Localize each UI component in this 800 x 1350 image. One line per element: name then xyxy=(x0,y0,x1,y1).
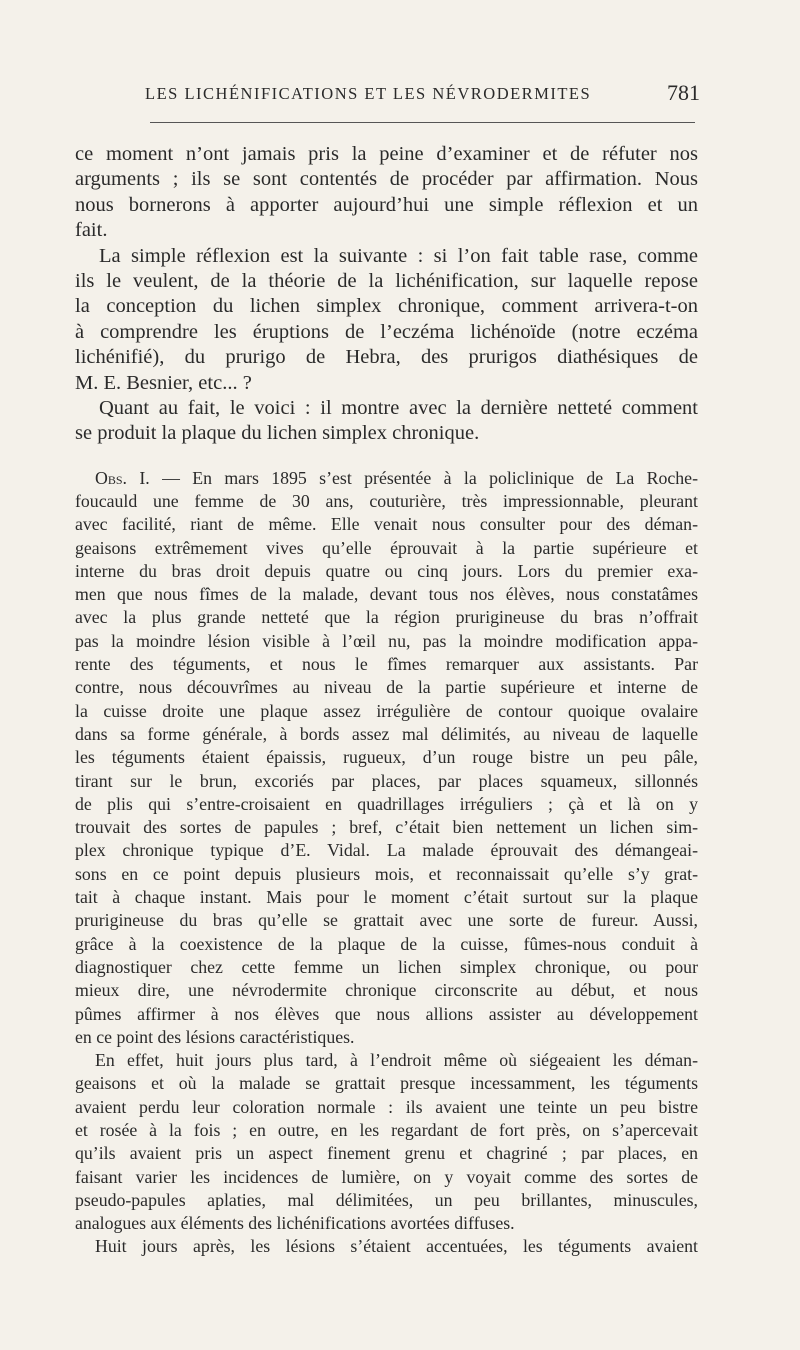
page-number: 781 xyxy=(667,80,700,105)
text-line: geaisons et où la malade se grattait presque incessamment, les téguments xyxy=(75,1073,698,1094)
text-line: dans sa forme générale, à bords assez mal délimités, au niveau de laquelle xyxy=(75,723,698,744)
observation-block xyxy=(75,467,698,1259)
text-line: geaisons extrêmement vives qu’elle éprouvait à la partie supérieure et xyxy=(75,537,698,558)
text-line: fait. xyxy=(75,219,108,242)
text-line: en ce point des lésions caractéristiques. xyxy=(75,1026,355,1047)
text-line: ils le veulent, de la théorie de la lichénification, sur laquelle repose xyxy=(75,269,698,292)
text-line: interne du bras droit depuis quatre ou cinq jours. Lors du premier exa- xyxy=(75,560,698,581)
text-line: se produit la plaque du lichen simplex chronique. xyxy=(75,422,480,445)
paragraph xyxy=(75,244,698,396)
text-line: nous bornerons à apporter aujourd’hui une simple réflexion et un xyxy=(75,193,698,216)
text-line: avec facilité, riant de même. Elle venait nous consulter pour des déman- xyxy=(75,514,698,535)
text-line: Huit jours après, les lésions s’étaient accentuées, les téguments avaient xyxy=(95,1236,698,1257)
body-text xyxy=(75,142,698,1259)
text-line: analogues aux éléments des lichénifications avortées diffuses. xyxy=(75,1213,515,1234)
text-line: pseudo-papules aplaties, mal délimitées, un peu brillantes, minuscules, xyxy=(75,1189,698,1210)
text-line: sons en ce point depuis plusieurs mois, et reconnaissait qu’elle s’y grat- xyxy=(75,863,698,884)
text-line: la conception du lichen simplex chronique, comment arrivera-t-on xyxy=(75,295,698,318)
text-line: tait à chaque instant. Mais pour le moment c’était surtout sur la plaque xyxy=(75,887,698,908)
observation-paragraph xyxy=(75,1235,698,1258)
running-title: LES LICHÉNIFICATIONS ET LES NÉVRODERMITES xyxy=(145,84,592,103)
paragraph xyxy=(75,142,698,244)
text-line: rente des téguments, et nous le fîmes remarquer aux assistants. Par xyxy=(75,654,698,675)
observation-label: Obs. I. xyxy=(95,467,150,488)
observation-line-text: — En mars 1895 s’est présentée à la policlinique de La Roche- xyxy=(149,467,698,488)
text-line xyxy=(75,467,698,490)
text-line: qu’ils avaient pris un aspect finement grenu et chagriné ; par places, en xyxy=(75,1143,698,1164)
text-line: foucauld une femme de 30 ans, couturière, très impressionnable, pleurant xyxy=(75,490,698,511)
main-text xyxy=(75,142,698,447)
observation-paragraph xyxy=(75,467,698,1049)
text-line: arguments ; ils se sont contentés de procéder par affirmation. Nous xyxy=(75,168,698,191)
text-line: tirant sur le brun, excoriés par places, par places squameux, sillonnés xyxy=(75,770,698,791)
text-line: à comprendre les éruptions de l’eczéma lichénoïde (notre eczéma xyxy=(75,320,698,343)
text-line: diagnostiquer chez cette femme un lichen simplex chronique, ou pour xyxy=(75,956,698,977)
text-line: avec la plus grande netteté que la région prurigineuse du bras n’offrait xyxy=(75,607,698,628)
text-line: pûmes affirmer à nos élèves que nous allions assister au développement xyxy=(75,1003,698,1024)
text-line: Quant au fait, le voici : il montre avec la dernière netteté comment xyxy=(99,396,698,419)
text-line: la cuisse droite une plaque assez irrégulière de contour quoique ovalaire xyxy=(75,700,698,721)
text-line: grâce à la coexistence de la plaque de la cuisse, fûmes-nous conduit à xyxy=(75,933,698,954)
text-line: En effet, huit jours plus tard, à l’endroit même où siégeaient les déman- xyxy=(95,1050,698,1071)
paragraph xyxy=(75,396,698,447)
text-line: lichénifié), du prurigo de Hebra, des prurigos diathésiques de xyxy=(75,346,698,369)
text-line: ce moment n’ont jamais pris la peine d’examiner et de réfuter nos xyxy=(75,143,698,165)
text-line: faisant varier les incidences de lumière, on y voyait comme des sortes de xyxy=(75,1166,698,1187)
running-header xyxy=(75,80,700,110)
text-line: de plis qui s’entre-croisaient en quadrillages irréguliers ; çà et là on y xyxy=(75,793,698,814)
text-line: avaient perdu leur coloration normale : ils avaient une teinte un peu bistre xyxy=(75,1096,698,1117)
header-rule xyxy=(150,122,695,123)
text-line: les téguments étaient épaissis, rugueux, d’un rouge bistre un peu pâle, xyxy=(75,747,698,768)
text-line: contre, nous découvrîmes au niveau de la partie supérieure et interne de xyxy=(75,677,698,698)
text-line: M. E. Besnier, etc... ? xyxy=(75,371,252,394)
text-line: plex chronique typique d’E. Vidal. La malade éprouvait des démangeai- xyxy=(75,840,698,861)
text-line: mieux dire, une névrodermite chronique circonscrite au début, et nous xyxy=(75,980,698,1001)
text-line: prurigineuse du bras qu’elle se grattait avec une sorte de fureur. Aussi, xyxy=(75,910,698,931)
text-line: La simple réflexion est la suivante : si l’on fait table rase, comme xyxy=(99,244,698,267)
text-line: men que nous fîmes de la malade, devant tous nos élèves, nous constatâmes xyxy=(75,584,698,605)
text-line: et rosée à la fois ; en outre, en les regardant de fort près, on s’apercevait xyxy=(75,1120,698,1140)
text-line: trouvait des sortes de papules ; bref, c’était bien nettement un lichen sim- xyxy=(75,817,698,838)
text-line: pas la moindre lésion visible à l’œil nu, pas la moindre modification appa- xyxy=(75,630,698,651)
observation-paragraph xyxy=(75,1049,698,1235)
